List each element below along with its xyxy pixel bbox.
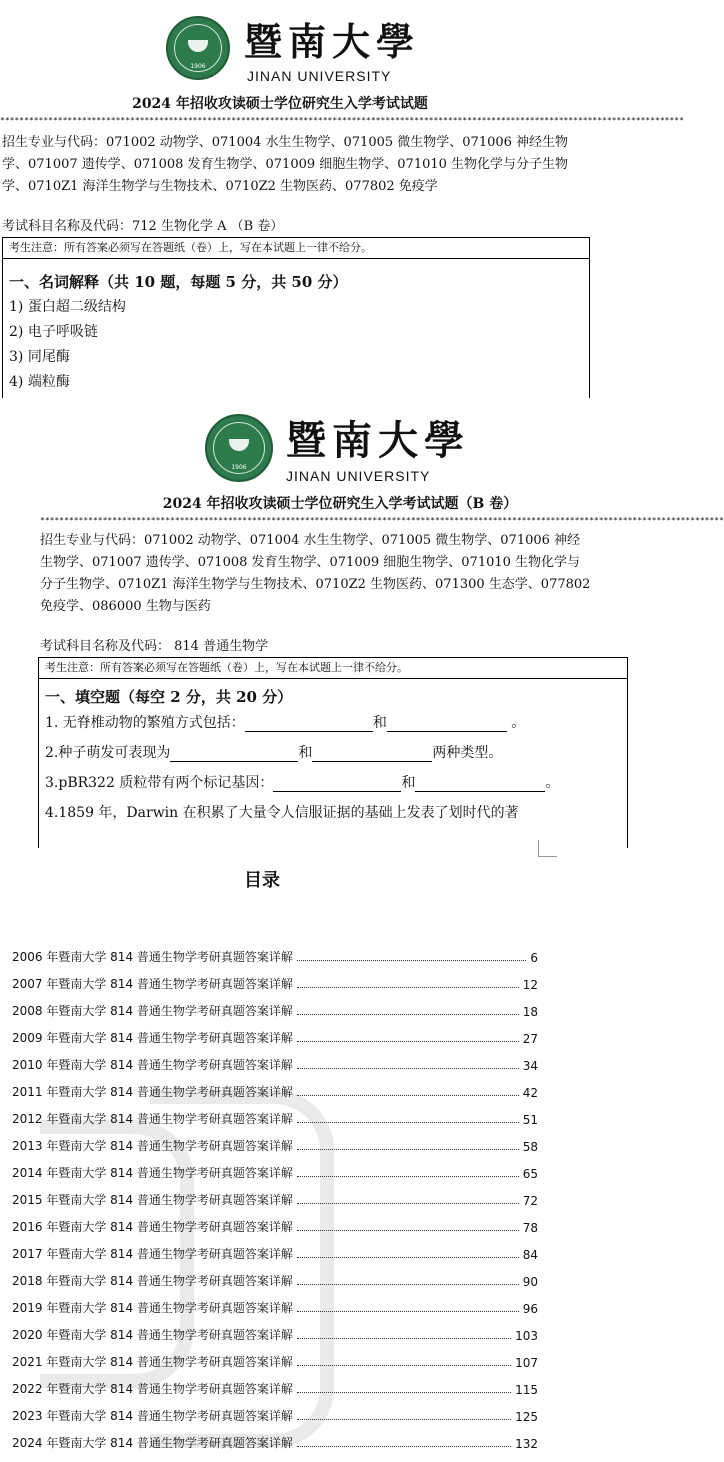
toc-entry[interactable]: 2014 年暨南大学 814 普通生物学考研真题答案详解 65: [12, 1166, 538, 1181]
question-item: 4) 端粒酶: [9, 374, 70, 390]
toc-entry[interactable]: 2024 年暨南大学 814 普通生物学考研真题答案详解 132: [12, 1436, 538, 1451]
answer-blank: [387, 717, 507, 732]
majors-line-2: 生物学、071007 遗传学、071008 发育生物学、071009 细胞生物学、071010 生物化学与: [40, 555, 581, 570]
majors-line-3: 学、0710Z1 海洋生物学与生物技术、0710Z2 生物医药、077802 免疫学: [2, 179, 438, 194]
toc-entry[interactable]: 2011 年暨南大学 814 普通生物学考研真题答案详解 42: [12, 1085, 538, 1100]
toc-entry[interactable]: 2008 年暨南大学 814 普通生物学考研真题答案详解 18: [12, 1004, 538, 1019]
question-item: 2) 电子呼吸链: [9, 324, 98, 340]
question-item: 1) 蛋白超二级结构: [9, 299, 126, 315]
toc-entry[interactable]: 2006 年暨南大学 814 普通生物学考研真题答案详解 6: [12, 950, 538, 965]
toc-entry[interactable]: 2019 年暨南大学 814 普通生物学考研真题答案详解 96: [12, 1301, 538, 1316]
toc-heading: 目录: [244, 870, 280, 891]
star-divider: **********************************************************************************************************************************************: [0, 116, 684, 125]
toc-entry[interactable]: 2013 年暨南大学 814 普通生物学考研真题答案详解 58: [12, 1139, 538, 1154]
majors-line-1: 招生专业与代码：071002 动物学、071004 水生生物学、071005 微生物学、071006 神经生物: [2, 135, 569, 150]
question-box: [38, 657, 628, 848]
toc-entry[interactable]: 2010 年暨南大学 814 普通生物学考研真题答案详解 34: [12, 1058, 538, 1073]
question-3: 3.pBR322 质粒带有两个标记基因： 和 。: [45, 775, 560, 791]
toc-entry[interactable]: 2023 年暨南大学 814 普通生物学考研真题答案详解 125: [12, 1409, 538, 1424]
majors-line-3: 分子生物学、0710Z1 海洋生物学与生物技术、0710Z2 生物医药、071300 生态学、077802: [40, 577, 591, 592]
exam-subject: 考试科目名称及代码：712 生物化学 A （B 卷）: [2, 219, 284, 234]
answer-blank: [415, 777, 545, 792]
question-box: [2, 237, 590, 398]
corner-mark: [538, 840, 557, 857]
majors-line-1: 招生专业与代码：071002 动物学、071004 水生生物学、071005 微生物学、071006 神经: [40, 533, 581, 548]
toc-entry[interactable]: 2015 年暨南大学 814 普通生物学考研真题答案详解 72: [12, 1193, 538, 1208]
toc-entry[interactable]: 2017 年暨南大学 814 普通生物学考研真题答案详解 84: [12, 1247, 538, 1262]
answer-blank: [170, 747, 298, 762]
candidate-note: 考生注意：所有答案必须写在答题纸（卷）上，写在本试题上一律不给分。: [39, 658, 627, 679]
university-name-en: JINAN UNIVERSITY: [286, 468, 431, 484]
section-heading: 一、名词解释（共 10 题，每题 5 分，共 50 分）: [9, 273, 348, 291]
toc-entry[interactable]: 2018 年暨南大学 814 普通生物学考研真题答案详解 90: [12, 1274, 538, 1289]
toc-entry[interactable]: 2007 年暨南大学 814 普通生物学考研真题答案详解 12: [12, 977, 538, 992]
answer-blank: [312, 747, 432, 762]
answer-blank: [273, 777, 401, 792]
answer-blank: [245, 717, 373, 732]
university-seal-logo: 1906: [166, 16, 230, 80]
exam1-sheet: [0, 0, 684, 390]
exam-title: 2024 年招收攻读硕士学位研究生入学考试试题（B 卷）: [162, 496, 518, 512]
question-2: 2.种子萌发可表现为 和 两种类型。: [45, 745, 503, 761]
section-heading: 一、填空题（每空 2 分，共 20 分）: [45, 688, 293, 706]
toc-entry[interactable]: 2016 年暨南大学 814 普通生物学考研真题答案详解 78: [12, 1220, 538, 1235]
university-name-cn: 暨南大學: [244, 19, 421, 64]
exam2-sheet: [0, 398, 724, 834]
question-item: 3) 同尾酶: [9, 349, 70, 365]
majors-line-4: 免疫学、086000 生物与医药: [40, 599, 211, 614]
university-seal-logo: 1906: [205, 414, 273, 482]
exam-title: 2024 年招收攻读硕士学位研究生入学考试试题: [132, 96, 428, 112]
university-name-cn: 暨南大學: [286, 417, 470, 464]
exam-subject: 考试科目名称及代码： 814 普通生物学: [40, 639, 269, 654]
university-name-en: JINAN UNIVERSITY: [247, 68, 392, 84]
toc-entry[interactable]: 2020 年暨南大学 814 普通生物学考研真题答案详解 103: [12, 1328, 538, 1343]
majors-line-2: 学、071007 遗传学、071008 发育生物学、071009 细胞生物学、071010 生物化学与分子生物: [2, 157, 569, 172]
toc-entry[interactable]: 2012 年暨南大学 814 普通生物学考研真题答案详解 51: [12, 1112, 538, 1127]
toc-entry[interactable]: 2009 年暨南大学 814 普通生物学考研真题答案详解 27: [12, 1031, 538, 1046]
candidate-note: 考生注意：所有答案必须写在答题纸（卷）上，写在本试题上一律不给分。: [3, 238, 589, 259]
question-4: 4.1859 年，Darwin 在积累了大量令人信服证据的基础上发表了划时代的著: [45, 805, 519, 821]
question-1: 1. 无脊椎动物的繁殖方式包括： 和 。: [45, 715, 526, 731]
toc-entry[interactable]: 2022 年暨南大学 814 普通生物学考研真题答案详解 115: [12, 1382, 538, 1397]
star-divider: **********************************************************************************************************************************************: [40, 516, 724, 525]
toc-entry[interactable]: 2021 年暨南大学 814 普通生物学考研真题答案详解 107: [12, 1355, 538, 1370]
